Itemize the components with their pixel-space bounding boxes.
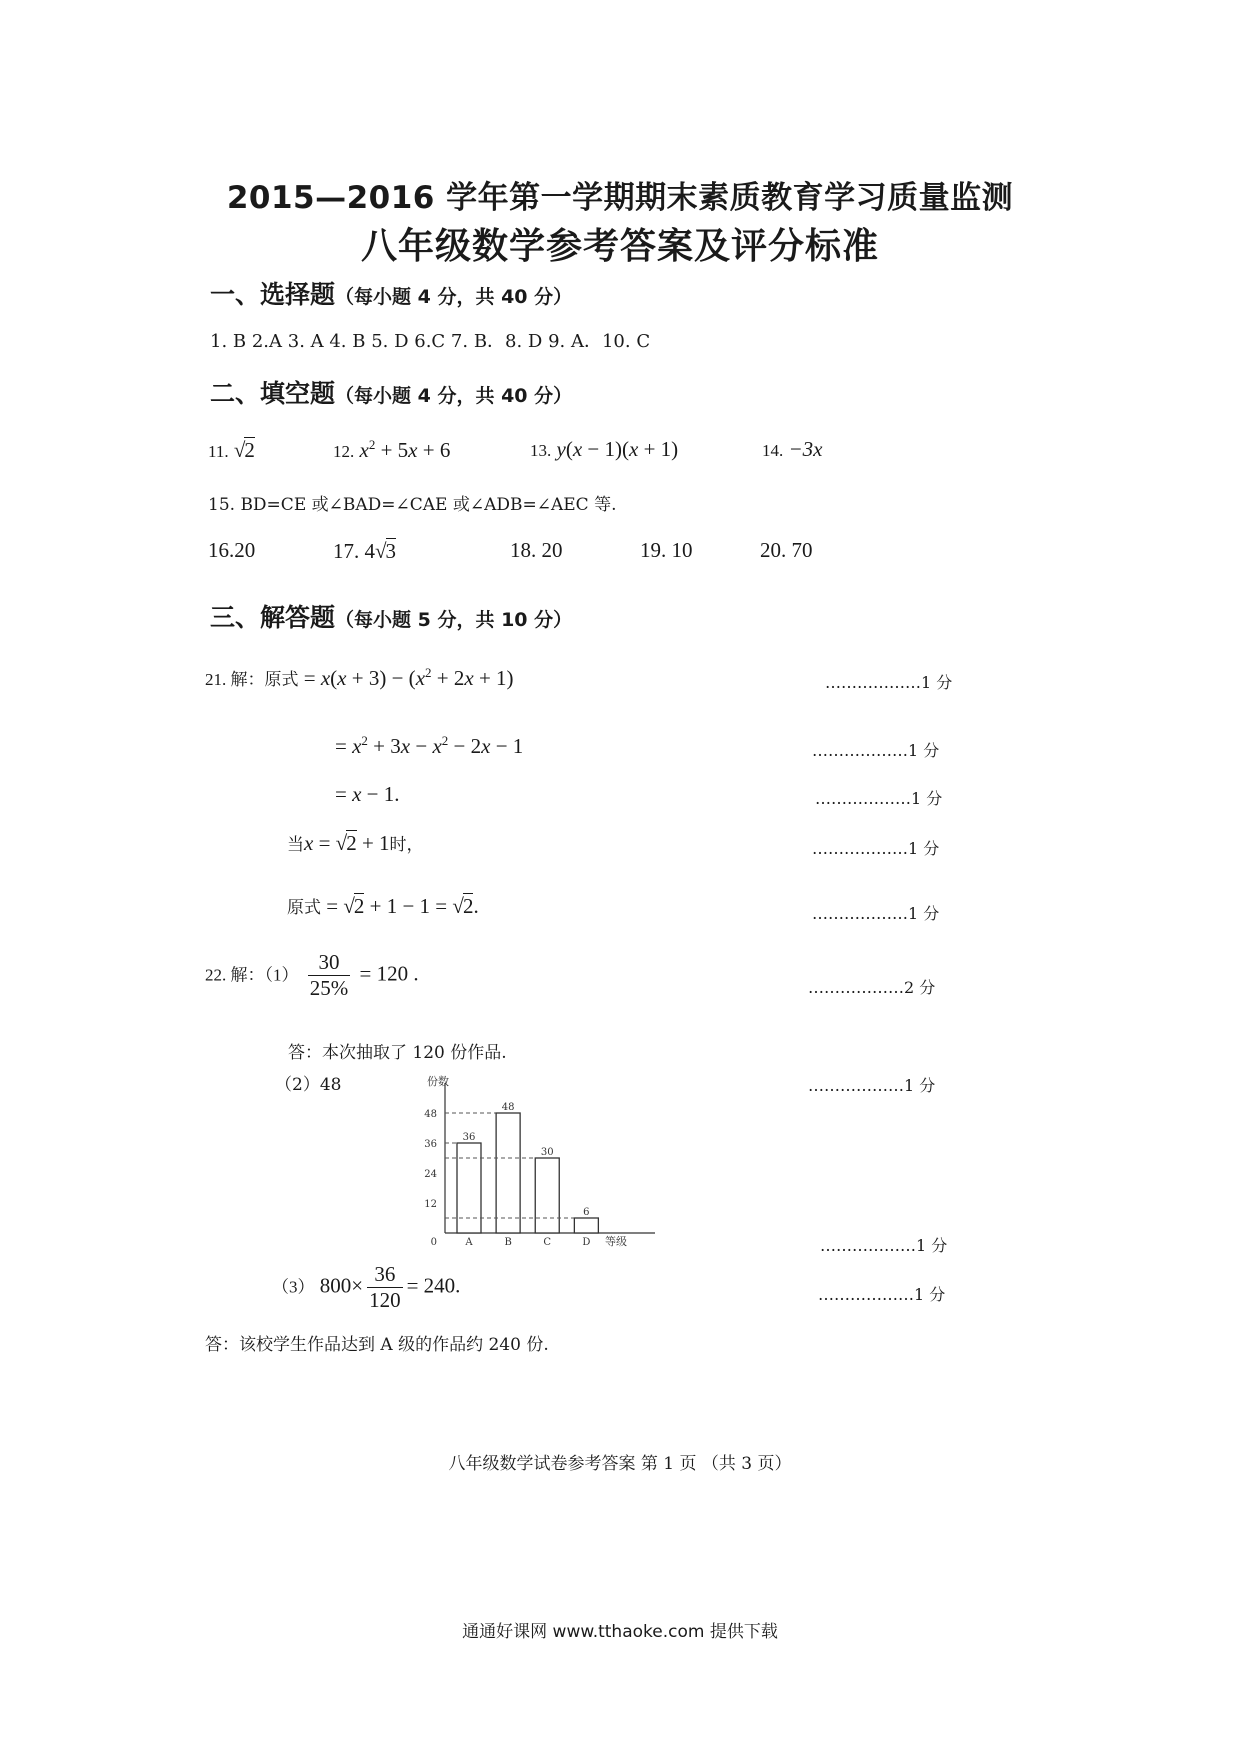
score-q22-2: ………………1 分: [808, 1076, 936, 1095]
section-2-note: （每小题 4 分，共 40 分）: [335, 385, 573, 407]
q21-orig: 原式: [287, 898, 321, 917]
score-q21-1: ………………1 分: [825, 673, 953, 692]
fill-answer-15: 15. BD=CE 或∠BAD=∠CAE 或∠ADB=∠AEC 等.: [208, 495, 617, 515]
score-q21-2: ………………1 分: [812, 741, 940, 760]
y-tick-label: 24: [424, 1169, 437, 1180]
q17-number: 17. 4: [333, 539, 375, 563]
q11-number: 11.: [208, 442, 229, 461]
fill-answer-18: 18. 20: [510, 538, 563, 562]
answer-key-title: 八年级数学参考答案及评分标准: [360, 226, 879, 267]
section-1-note: （每小题 4 分，共 40 分）: [335, 286, 573, 308]
source-credit: 通通好课网 www.tthaoke.com 提供下载: [462, 1622, 778, 1642]
y-tick-label: 48: [424, 1109, 437, 1120]
score-q22-3: ………………1 分: [818, 1285, 946, 1304]
score-q21-3: ………………1 分: [815, 789, 943, 808]
q22-p3-denominator: 120: [369, 1288, 401, 1312]
q22-denominator: 25%: [309, 976, 349, 1000]
q21-when: 当: [287, 835, 304, 854]
bar: [574, 1218, 598, 1233]
q22-p3-fraction: [367, 1262, 403, 1313]
x-tick-label: D: [582, 1237, 591, 1248]
x-tick-label: A: [465, 1237, 473, 1248]
q21-line-2: = $x^2 + 3x - x^2 - 2x - 1$: [335, 733, 524, 758]
q21-line-4: 当x = √2 + 1时，: [287, 831, 424, 855]
fill-answer-14: [762, 437, 823, 462]
score-q21-4: ………………1 分: [812, 839, 940, 858]
section-2-title: 二、填空题: [210, 379, 336, 408]
bar-value-label: 30: [540, 1147, 554, 1158]
fill-answer-16: 16.20: [208, 538, 256, 562]
q22-part-3-label: （3）: [272, 1277, 315, 1297]
bar-value-label: 36: [462, 1132, 476, 1143]
fill-answer-20: 20. 70: [760, 538, 813, 562]
bar: [535, 1158, 559, 1233]
bar-value-label: 48: [501, 1102, 515, 1113]
fill-answer-17: 17. 4√3: [333, 539, 397, 563]
bar: [496, 1113, 520, 1233]
section-1-title: 一、选择题: [210, 280, 336, 309]
section-3-note: （每小题 5 分，共 10 分）: [335, 609, 573, 631]
y-tick-label: 36: [424, 1139, 437, 1150]
bar-value-label: 6: [583, 1207, 590, 1218]
q21-line-5: 原式 = √2 + 1 − 1 = √2.: [287, 894, 479, 918]
grade-bar-chart: [405, 1075, 675, 1255]
score-q22-1: ………………2 分: [808, 978, 936, 997]
q21-when-tail: 时，: [389, 835, 424, 854]
q22-part-3: （3） 800× $\frac{36}{120}$ = 240.: [272, 1262, 461, 1312]
page-footer: 八年级数学试卷参考答案 第 1 页 （共 3 页）: [448, 1454, 792, 1474]
q22-numerator: 30: [308, 950, 351, 976]
q22-label: 22. 解：（1）: [205, 965, 299, 985]
q22-part-2: （2）48: [275, 1075, 342, 1095]
fill-answer-19: 19. 10: [640, 538, 693, 562]
q22-part-1: [205, 950, 419, 1001]
fill-answer-11: 11. √2: [208, 438, 255, 462]
section-3-heading: [210, 598, 572, 634]
section-1-heading: [210, 275, 572, 311]
x-axis-label: 等级: [605, 1235, 627, 1248]
y-tick-label: 12: [424, 1199, 437, 1210]
x-tick-label: B: [504, 1237, 512, 1248]
exam-title: 2015—2016 学年第一学期期末素质教育学习质量监测: [226, 180, 1014, 216]
q22-result: = 120 .: [359, 961, 419, 986]
q22-answer-text: 答：本次抽取了 120 份作品.: [288, 1043, 507, 1063]
bar: [457, 1143, 481, 1233]
choice-answers: 1. B 2.A 3. A 4. B 5. D 6.C 7. B．8. D 9. A．10. C: [210, 331, 651, 352]
fill-answer-12: 12. $x^2 + 5x + 6$: [333, 437, 451, 462]
q13-number: 13.: [530, 441, 552, 460]
q21-label: 21. 解：原式: [205, 670, 299, 689]
section-2-heading: [210, 374, 572, 410]
q12-number: 12.: [333, 442, 355, 461]
y-tick-label: 0: [430, 1237, 437, 1248]
x-tick-label: C: [543, 1237, 552, 1248]
section-3-title: 三、解答题: [210, 603, 336, 632]
score-q22-chart: ………………1 分: [820, 1236, 948, 1255]
q14-number: 14.: [762, 441, 784, 460]
q21-line-1: 21. 解：原式 = $x(x + 3) - (x^2 + 2x + 1)$: [205, 665, 514, 690]
q21-line-3: = x − 1.: [335, 782, 400, 806]
score-q21-5: ………………1 分: [812, 904, 940, 923]
q22-final-answer: 答：该校学生作品达到 A 级的作品约 240 份.: [205, 1335, 549, 1355]
fill-answer-13: 13. y(x − 1)(x + 1): [530, 437, 679, 461]
q14-answer: −3x: [788, 437, 823, 461]
q22-p3-numerator: 36: [367, 1262, 403, 1288]
y-axis-label: 份数: [427, 1075, 449, 1088]
q22-fraction: [308, 950, 351, 1001]
